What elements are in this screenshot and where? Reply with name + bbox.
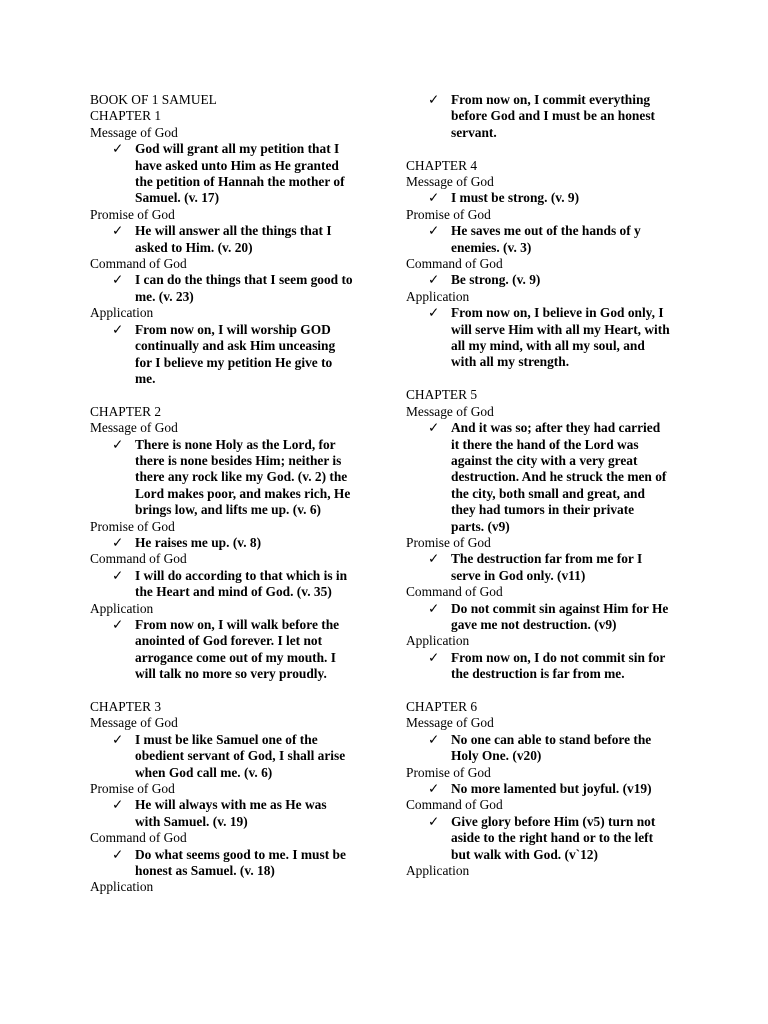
checkmark-icon: ✓ bbox=[112, 616, 124, 632]
bullet-line: There is none Holy as the Lord, for bbox=[135, 436, 336, 452]
bullet-line: before God and I must be an honest bbox=[451, 108, 655, 124]
bullet-line: there any rock like my God. (v. 2) the bbox=[135, 469, 348, 485]
bullet-line: will talk no more so very proudly. bbox=[135, 666, 327, 682]
section-label: Message of God bbox=[406, 403, 494, 419]
bullet-line: it there the hand of the Lord was bbox=[451, 436, 639, 452]
checkmark-icon: ✓ bbox=[428, 92, 440, 107]
bullet-line: anointed of God forever. I let not bbox=[135, 633, 323, 649]
bullet-line: From now on, I believe in God only, I bbox=[451, 305, 664, 321]
bullet-line: servant. bbox=[451, 124, 497, 140]
checkmark-icon: ✓ bbox=[112, 534, 124, 550]
bullet-line: He will always with me as He was bbox=[135, 797, 327, 813]
checkmark-icon: ✓ bbox=[428, 272, 440, 288]
bullet-item bbox=[90, 437, 375, 519]
bullet-line: He saves me out of the hands of y bbox=[451, 223, 641, 239]
bullet-item bbox=[406, 650, 696, 683]
bullet-line: Do not commit sin against Him for He bbox=[451, 600, 669, 616]
bullet-line: me. (v. 23) bbox=[135, 288, 194, 304]
bullet-item bbox=[90, 272, 375, 305]
bullet-line: From now on, I will walk before the bbox=[135, 616, 340, 632]
section-label: Command of God bbox=[90, 830, 187, 846]
bullet-item bbox=[90, 847, 375, 880]
bullet-line: continually and ask Him unceasing bbox=[135, 338, 336, 354]
bullet-line: I must be strong. (v. 9) bbox=[451, 190, 580, 206]
bullet-line: Holy One. (v20) bbox=[451, 748, 542, 764]
bullet-item bbox=[90, 322, 375, 388]
bullet-line: aside to the right hand or to the left bbox=[451, 830, 654, 846]
section-label: Application bbox=[90, 600, 154, 616]
section-label: Message of God bbox=[406, 174, 494, 190]
bullet-line: The destruction far from me for I bbox=[451, 551, 643, 567]
bullet-line: the city, both small and great, and bbox=[451, 485, 645, 501]
checkmark-icon: ✓ bbox=[112, 141, 124, 157]
chapter-title: CHAPTER 4 bbox=[406, 157, 478, 173]
bullet-line: From now on, I commit everything bbox=[451, 92, 651, 107]
right-column bbox=[406, 92, 696, 879]
chapter-title: CHAPTER 2 bbox=[90, 403, 162, 419]
checkmark-icon: ✓ bbox=[112, 731, 124, 747]
book-title: BOOK OF 1 SAMUEL bbox=[90, 92, 217, 107]
bullet-line: honest as Samuel. (v. 18) bbox=[135, 863, 275, 879]
bullet-line: obedient servant of God, I shall arise bbox=[135, 748, 346, 764]
bullet-item bbox=[406, 223, 696, 256]
chapter-block bbox=[406, 387, 696, 682]
bullet-line: there is none besides Him; neither is bbox=[135, 452, 342, 468]
bullet-line: arrogance come out of my mouth. I bbox=[135, 649, 336, 665]
bullet-line: destruction. And he struck the men of bbox=[451, 469, 667, 485]
bullet-line: Lord makes poor, and makes rich, He bbox=[135, 485, 351, 501]
section-label: Promise of God bbox=[406, 534, 491, 550]
bullet-item bbox=[406, 601, 696, 634]
chapter-block bbox=[90, 699, 375, 896]
bullet-item bbox=[406, 551, 696, 584]
bullet-item bbox=[90, 732, 375, 781]
section-label: Command of God bbox=[406, 584, 503, 600]
bullet-item bbox=[90, 535, 375, 551]
section-label: Message of God bbox=[90, 420, 178, 436]
bullet-item bbox=[90, 617, 375, 683]
bullet-line: will serve Him with all my Heart, with bbox=[451, 321, 670, 337]
bullet-item bbox=[406, 814, 696, 863]
checkmark-icon: ✓ bbox=[112, 567, 124, 583]
checkmark-icon: ✓ bbox=[112, 321, 124, 337]
checkmark-icon: ✓ bbox=[112, 223, 124, 239]
bullet-line: the petition of Hannah the mother of bbox=[135, 174, 345, 190]
bullet-line: when God call me. (v. 6) bbox=[135, 764, 273, 780]
checkmark-icon: ✓ bbox=[112, 797, 124, 813]
bullet-item bbox=[90, 568, 375, 601]
bullet-line: against the city with a very great bbox=[451, 452, 638, 468]
bullet-line: with all my strength. bbox=[451, 354, 570, 370]
bullet-line: the Heart and mind of God. (v. 35) bbox=[135, 584, 332, 600]
section-label: Message of God bbox=[90, 124, 178, 140]
bullet-item bbox=[406, 190, 696, 206]
section-label: Promise of God bbox=[90, 206, 175, 222]
bullet-line: they had tumors in their private bbox=[451, 502, 635, 518]
checkmark-icon: ✓ bbox=[428, 223, 440, 239]
bullet-line: No more lamented but joyful. (v19) bbox=[451, 781, 652, 797]
checkmark-icon: ✓ bbox=[428, 420, 440, 436]
checkmark-icon: ✓ bbox=[428, 813, 440, 829]
checkmark-icon: ✓ bbox=[428, 649, 440, 665]
bullet-line: brings low, and lifts me up. (v. 6) bbox=[135, 502, 322, 518]
bullet-line: have asked unto Him as He granted bbox=[135, 157, 339, 173]
bullet-item bbox=[406, 781, 696, 797]
checkmark-icon: ✓ bbox=[428, 551, 440, 567]
bullet-line: for I believe my petition He give to bbox=[135, 354, 333, 370]
section-label: Application bbox=[406, 863, 470, 879]
bullet-item bbox=[406, 92, 696, 141]
bullet-line: He will answer all the things that I bbox=[135, 223, 332, 239]
bullet-line: serve in God only. (v11) bbox=[451, 567, 586, 583]
section-label: Command of God bbox=[90, 551, 187, 567]
left-chapters bbox=[90, 108, 375, 895]
bullet-item bbox=[90, 223, 375, 256]
left-column bbox=[90, 92, 375, 896]
bullet-line: Do what seems good to me. I must be bbox=[135, 846, 346, 862]
bullet-line: And it was so; after they had carried bbox=[451, 420, 661, 436]
bullet-item bbox=[90, 141, 375, 207]
section-label: Command of God bbox=[406, 797, 503, 813]
bullet-line: with Samuel. (v. 19) bbox=[135, 813, 248, 829]
bullet-item bbox=[406, 305, 696, 371]
bullet-line: parts. (v9) bbox=[451, 518, 510, 534]
section-label: Promise of God bbox=[406, 764, 491, 780]
chapter-title: CHAPTER 6 bbox=[406, 698, 478, 714]
bullet-item bbox=[406, 732, 696, 765]
section-label: Application bbox=[406, 633, 470, 649]
bullet-line: the destruction is far from me. bbox=[451, 666, 625, 682]
section-label: Application bbox=[90, 879, 154, 895]
bullet-line: He raises me up. (v. 8) bbox=[135, 534, 262, 550]
checkmark-icon: ✓ bbox=[112, 846, 124, 862]
section-label: Command of God bbox=[406, 256, 503, 272]
chapter-title: CHAPTER 3 bbox=[90, 699, 162, 714]
checkmark-icon: ✓ bbox=[112, 436, 124, 452]
bullet-line: Samuel. (v. 17) bbox=[135, 190, 220, 206]
bullet-line: all my mind, with all my soul, and bbox=[451, 338, 645, 354]
chapter-title: CHAPTER 5 bbox=[406, 387, 478, 403]
checkmark-icon: ✓ bbox=[428, 600, 440, 616]
section-label: Application bbox=[90, 305, 154, 321]
checkmark-icon: ✓ bbox=[428, 190, 440, 206]
bullet-item bbox=[90, 797, 375, 830]
bullet-line: me. bbox=[135, 370, 156, 386]
chapter-block bbox=[406, 158, 696, 371]
bullet-line: asked to Him. (v. 20) bbox=[135, 239, 253, 255]
section-label: Command of God bbox=[90, 256, 187, 272]
checkmark-icon: ✓ bbox=[428, 781, 440, 797]
bullet-line: I must be like Samuel one of the bbox=[135, 731, 318, 747]
section-label: Message of God bbox=[90, 715, 178, 731]
chapter-block bbox=[90, 108, 375, 387]
bullet-line: but walk with God. (v`12) bbox=[451, 846, 598, 862]
bullet-line: Give glory before Him (v5) turn not bbox=[451, 813, 656, 829]
bullet-line: Be strong. (v. 9) bbox=[451, 272, 541, 288]
bullet-line: From now on, I will worship GOD bbox=[135, 321, 331, 337]
chapter-block bbox=[406, 699, 696, 879]
section-label: Promise of God bbox=[90, 518, 175, 534]
section-label: Promise of God bbox=[406, 206, 491, 222]
checkmark-icon: ✓ bbox=[428, 731, 440, 747]
section-label: Promise of God bbox=[90, 781, 175, 797]
bullet-line: From now on, I do not commit sin for bbox=[451, 649, 666, 665]
chapter-title: CHAPTER 1 bbox=[90, 108, 162, 124]
section-label: Application bbox=[406, 288, 470, 304]
bullet-item bbox=[406, 272, 696, 288]
bullet-line: God will grant all my petition that I bbox=[135, 141, 340, 157]
bullet-line: I can do the things that I seem good to bbox=[135, 272, 353, 288]
bullet-item bbox=[406, 420, 696, 535]
continued-application bbox=[406, 92, 696, 141]
bullet-line: I will do according to that which is in bbox=[135, 567, 348, 583]
section-label: Message of God bbox=[406, 715, 494, 731]
checkmark-icon: ✓ bbox=[428, 305, 440, 321]
checkmark-icon: ✓ bbox=[112, 272, 124, 288]
bullet-line: gave me not destruction. (v9) bbox=[451, 616, 617, 632]
chapter-block bbox=[90, 404, 375, 683]
bullet-line: No one can able to stand before the bbox=[451, 731, 652, 747]
right-chapters bbox=[406, 158, 696, 880]
bullet-line: enemies. (v. 3) bbox=[451, 239, 532, 255]
